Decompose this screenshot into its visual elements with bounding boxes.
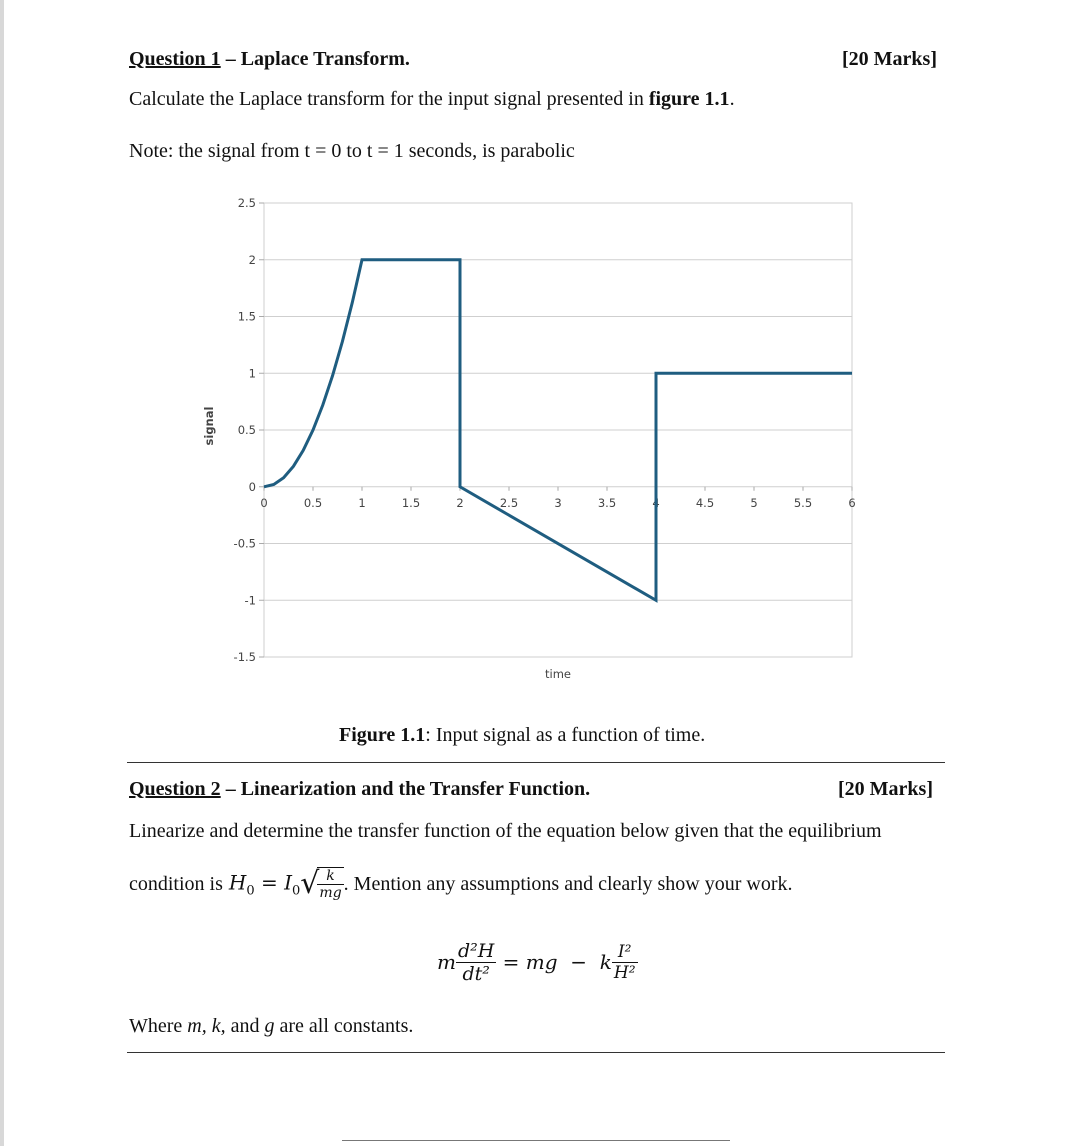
y-tick-label: 1.5 — [237, 309, 256, 324]
constants-note — [129, 1015, 413, 1038]
figure-caption — [339, 724, 705, 747]
figure-reference: figure 1.1 — [648, 88, 730, 110]
section-divider-bottom — [127, 1052, 945, 1053]
condition-label: condition is — [129, 872, 223, 895]
y-tick-label: 1 — [248, 366, 256, 381]
signal-chart-svg — [190, 190, 870, 690]
x-tick-label: 6 — [848, 495, 856, 510]
eq-lhs-symbol: H — [228, 870, 247, 895]
question-1-instruction — [129, 88, 735, 111]
x-tick-label: 4.5 — [695, 495, 715, 510]
question-1-topic: – Laplace Transform. — [220, 48, 410, 70]
main-equation — [437, 932, 638, 992]
question-2-line-2 — [129, 858, 793, 910]
question-1-number: Question 1 — [129, 48, 221, 70]
constants-note-vars: m, k, — [187, 1015, 226, 1037]
figure-1-1-chart — [190, 190, 870, 690]
constants-note-g: g — [264, 1015, 275, 1037]
x-tick-label: 5.5 — [793, 495, 813, 510]
instruction-text: Calculate the Laplace transform for the input signal presented in — [129, 88, 649, 110]
y-tick-label: 0.5 — [237, 423, 256, 437]
main-eq-derivative-den: dt² — [462, 962, 490, 985]
x-tick-label: 2.5 — [499, 495, 519, 510]
main-eq-middle: = mg − k — [496, 950, 612, 974]
sqrt-fraction — [317, 867, 343, 901]
main-eq-ratio — [612, 942, 638, 983]
x-tick-label: 0 — [260, 495, 268, 510]
condition-tail: . Mention any assumptions and clearly show your work. — [343, 872, 793, 895]
question-1-title — [129, 48, 410, 71]
main-eq-ratio-num: I² — [612, 942, 638, 963]
x-tick-label: 1.5 — [401, 495, 421, 510]
y-tick-label: -0.5 — [233, 536, 256, 551]
constants-note-start: Where — [129, 1015, 188, 1037]
eq-equals: = — [254, 870, 285, 895]
question-2-title — [129, 778, 590, 801]
x-tick-label: 5 — [750, 495, 758, 510]
x-tick-label: 4 — [652, 495, 660, 510]
question-1-note: Note: the signal from t = 0 to t = 1 seconds, is parabolic — [129, 140, 575, 162]
question-2-line-1: Linearize and determine the transfer function of the equation below given that the equilibrium — [129, 820, 882, 842]
x-tick-label: 0.5 — [303, 495, 323, 510]
main-eq-mass: m — [437, 950, 456, 974]
sqrt-fraction-denominator: mg — [319, 885, 342, 901]
footer-line — [342, 1140, 730, 1141]
x-tick-label: 1 — [358, 495, 366, 510]
eq-lhs-sub: 0 — [246, 883, 255, 899]
question-2-number: Question 2 — [129, 778, 221, 800]
main-eq-derivative-num: d²H — [457, 939, 495, 962]
question-2-marks: [20 Marks] — [838, 778, 933, 800]
main-eq-ratio-den: H² — [613, 962, 636, 983]
x-tick-label: 3 — [554, 495, 562, 510]
y-tick-label: 0 — [248, 479, 256, 494]
x-axis-title: time — [545, 667, 571, 681]
x-tick-label: 2 — [456, 495, 464, 510]
sqrt-sign: √ — [300, 866, 320, 901]
y-tick-label: -1.5 — [233, 650, 256, 664]
eq-current-symbol: I — [284, 870, 293, 895]
x-tick-label: 3.5 — [597, 495, 617, 510]
question-2-topic: – Linearization and the Transfer Function. — [220, 778, 591, 800]
section-divider — [127, 762, 945, 763]
main-eq-derivative — [456, 940, 496, 985]
instruction-period: . — [729, 88, 735, 110]
eq-current-sub: 0 — [292, 883, 301, 899]
y-tick-label: 2.5 — [237, 196, 256, 210]
y-axis-title: signal — [202, 406, 216, 446]
figure-caption-label: Figure 1.1 — [339, 724, 426, 746]
sqrt-fraction-numerator: k — [317, 868, 343, 885]
equilibrium-condition — [229, 867, 344, 901]
constants-note-and: and — [225, 1015, 265, 1037]
constants-note-end: are all constants. — [274, 1015, 414, 1037]
y-tick-label: -1 — [244, 593, 256, 608]
question-1-marks: [20 Marks] — [842, 48, 937, 70]
y-tick-label: 2 — [248, 252, 256, 267]
figure-caption-text: : Input signal as a function of time. — [425, 724, 706, 746]
page-left-edge — [0, 0, 4, 1146]
